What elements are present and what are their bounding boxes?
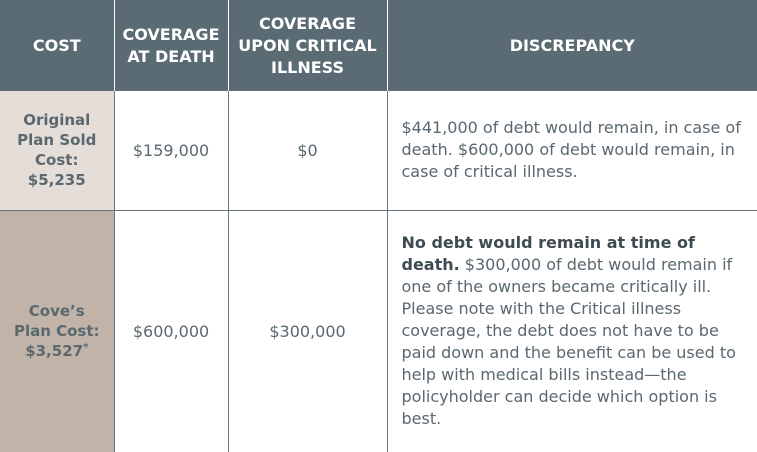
coverage-critical-cell [228,210,387,452]
cost-value: $3,527 [25,342,84,361]
discrepancy-cell [387,210,757,452]
table-row-coves-plan [0,210,757,452]
footnote-marker: * [83,342,89,354]
header-coverage-critical-line2: UPON CRITICAL [238,35,377,55]
header-coverage-death [114,0,228,91]
discrepancy-emphasis: No debt would remain at time of death. [401,233,695,275]
coverage-death-value: $600,000 [132,321,210,341]
coverage-death-value: $159,000 [132,140,210,160]
discrepancy-cell [387,91,757,210]
coverage-critical-cell [228,91,387,210]
cost-line: Plan Sold [17,131,97,150]
header-cost-label: COST [32,35,81,55]
discrepancy-text: $300,000 of debt would remain if one of the owners became critically ill. Please note with the Critical illness coverage, the debt does not have to be paid down and the benefit can be used to help with medical bills instead—the policyholder can decide which option is best. [401,255,736,429]
cost-line: Original [23,111,91,130]
header-row [0,0,757,91]
coverage-death-cell [114,210,228,452]
header-discrepancy-label: DISCREPANCY [509,35,635,55]
header-cost [0,0,114,91]
cost-line: Cove’s [28,302,85,321]
table-body [0,91,757,452]
cost-value: $5,235 [27,171,86,190]
header-discrepancy [387,0,757,91]
coverage-critical-value: $300,000 [269,321,346,341]
header-coverage-critical-line3: ILLNESS [271,57,344,77]
cost-value-line [6,341,108,361]
cost-line: Cost: [35,151,79,170]
header-coverage-critical [228,0,387,91]
header-coverage-death-line1: COVERAGE [122,24,220,44]
header-coverage-critical-line1: COVERAGE [259,13,356,33]
cost-cell [0,210,114,452]
cost-line: Plan Cost: [13,322,100,341]
coverage-critical-value: $0 [297,140,318,160]
cost-cell [0,91,114,210]
coverage-death-cell [114,91,228,210]
table-row-original-plan [0,91,757,210]
discrepancy-text: $441,000 of debt would remain, in case of death. $600,000 of debt would remain, in case of critical illness. [401,118,741,182]
header-coverage-death-line2: AT DEATH [127,46,215,66]
table-header [0,0,757,91]
